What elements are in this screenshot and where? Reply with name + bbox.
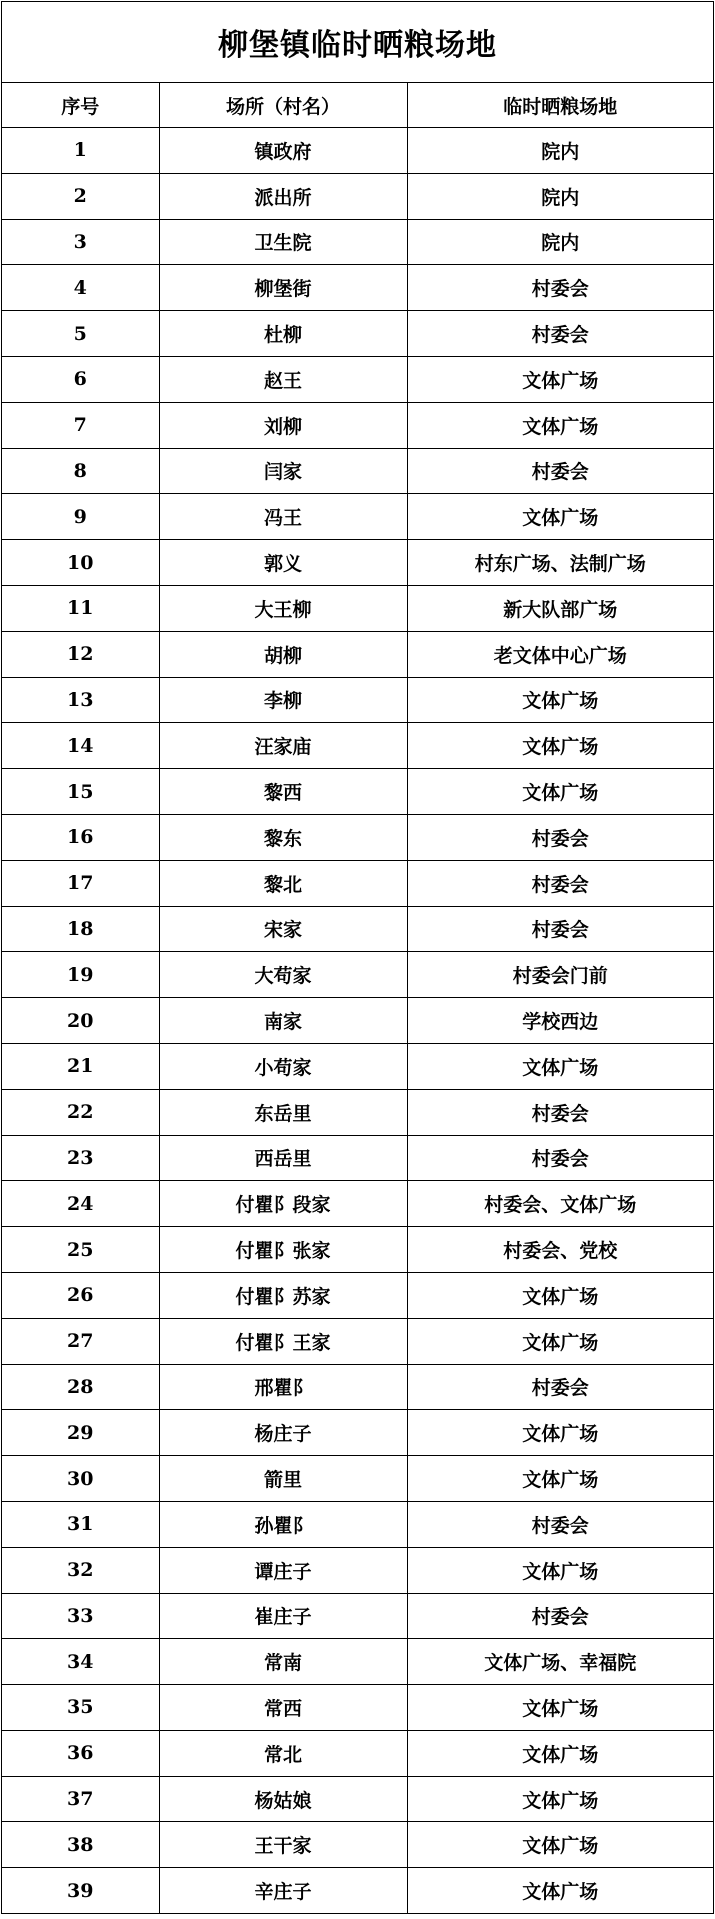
row-place-cell: 卫生院	[159, 219, 407, 265]
row-place-cell: 柳堡街	[159, 265, 407, 311]
row-place-cell: 常西	[159, 1685, 407, 1731]
sites-table	[2, 83, 713, 1913]
row-site-cell: 村委会	[407, 1501, 713, 1547]
row-place-cell: 崔庄子	[159, 1593, 407, 1639]
row-index-cell: 25	[2, 1227, 159, 1273]
row-site-cell: 文体广场、幸福院	[407, 1639, 713, 1685]
row-index-cell: 12	[2, 631, 159, 677]
row-index-cell: 30	[2, 1456, 159, 1502]
header-index: 序号	[2, 83, 159, 128]
table-row	[2, 1227, 713, 1273]
row-site-cell: 文体广场	[407, 402, 713, 448]
row-site-cell: 文体广场	[407, 356, 713, 402]
table-row	[2, 540, 713, 586]
page-title: 柳堡镇临时晒粮场地	[2, 2, 713, 83]
table-row	[2, 1456, 713, 1502]
row-site-cell: 院内	[407, 128, 713, 174]
row-site-cell: 村委会	[407, 906, 713, 952]
row-site-cell: 文体广场	[407, 1318, 713, 1364]
table-row	[2, 448, 713, 494]
row-place-cell: 付瞿阝段家	[159, 1181, 407, 1227]
row-site-cell: 院内	[407, 219, 713, 265]
row-index-cell: 16	[2, 814, 159, 860]
row-site-cell: 村委会	[407, 265, 713, 311]
row-index-cell: 27	[2, 1318, 159, 1364]
row-index-cell: 7	[2, 402, 159, 448]
row-site-cell: 村委会、文体广场	[407, 1181, 713, 1227]
table-row	[2, 723, 713, 769]
row-place-cell: 西岳里	[159, 1135, 407, 1181]
row-index-cell: 15	[2, 769, 159, 815]
table-row	[2, 1685, 713, 1731]
row-place-cell: 李柳	[159, 677, 407, 723]
table-row	[2, 677, 713, 723]
row-index-cell: 39	[2, 1868, 159, 1913]
row-index-cell: 22	[2, 1089, 159, 1135]
row-site-cell: 文体广场	[407, 1730, 713, 1776]
row-place-cell: 黎北	[159, 860, 407, 906]
table-row	[2, 1089, 713, 1135]
row-place-cell: 大苟家	[159, 952, 407, 998]
grain-drying-sites-table	[1, 1, 714, 1914]
row-site-cell: 村委会	[407, 448, 713, 494]
row-index-cell: 29	[2, 1410, 159, 1456]
table-row	[2, 769, 713, 815]
row-place-cell: 郭义	[159, 540, 407, 586]
row-place-cell: 常南	[159, 1639, 407, 1685]
table-row	[2, 1776, 713, 1822]
row-place-cell: 东岳里	[159, 1089, 407, 1135]
row-index-cell: 6	[2, 356, 159, 402]
table-row	[2, 311, 713, 357]
table-row	[2, 860, 713, 906]
row-index-cell: 21	[2, 1043, 159, 1089]
row-site-cell: 村委会	[407, 860, 713, 906]
row-place-cell: 闫家	[159, 448, 407, 494]
table-row	[2, 128, 713, 174]
row-index-cell: 32	[2, 1547, 159, 1593]
table-row	[2, 1501, 713, 1547]
row-place-cell: 小苟家	[159, 1043, 407, 1089]
row-site-cell: 文体广场	[407, 1822, 713, 1868]
row-index-cell: 9	[2, 494, 159, 540]
row-index-cell: 18	[2, 906, 159, 952]
row-site-cell: 文体广场	[407, 1456, 713, 1502]
row-index-cell: 35	[2, 1685, 159, 1731]
row-site-cell: 文体广场	[522, 1881, 599, 1904]
table-row	[2, 631, 713, 677]
table-row	[2, 1043, 713, 1089]
table-row	[2, 1135, 713, 1181]
row-place-cell: 杨姑娘	[159, 1776, 407, 1822]
row-index-cell: 14	[2, 723, 159, 769]
row-site-cell: 文体广场	[407, 1776, 713, 1822]
row-place-cell: 谭庄子	[159, 1547, 407, 1593]
table-row	[2, 356, 713, 402]
row-index-cell: 4	[2, 265, 159, 311]
table-body	[2, 128, 713, 1914]
row-site-cell: 村委会、党校	[407, 1227, 713, 1273]
table-row	[2, 402, 713, 448]
row-place-cell: 派出所	[159, 173, 407, 219]
table-row	[2, 1547, 713, 1593]
table-row	[2, 494, 713, 540]
row-index-cell: 37	[2, 1776, 159, 1822]
table-row	[2, 814, 713, 860]
row-index-cell: 31	[2, 1501, 159, 1547]
row-index-cell: 23	[2, 1135, 159, 1181]
table-row	[2, 1822, 713, 1868]
row-site-cell: 村委会	[407, 1364, 713, 1410]
table-row	[2, 585, 713, 631]
table-row	[2, 998, 713, 1044]
row-site-cell: 村委会	[407, 311, 713, 357]
row-place-cell: 刘柳	[159, 402, 407, 448]
table-row	[2, 1318, 713, 1364]
row-index-cell: 24	[2, 1181, 159, 1227]
row-place-cell: 南家	[159, 998, 407, 1044]
row-index-cell: 20	[2, 998, 159, 1044]
table-row	[2, 1410, 713, 1456]
row-site-cell: 村委会	[407, 1089, 713, 1135]
row-index-cell: 26	[2, 1272, 159, 1318]
row-site-cell: 文体广场	[407, 1272, 713, 1318]
table-row	[2, 1639, 713, 1685]
row-site-cell: 老文体中心广场	[407, 631, 713, 677]
row-index-cell: 17	[2, 860, 159, 906]
row-index-cell: 36	[2, 1730, 159, 1776]
row-place-cell: 箭里	[159, 1456, 407, 1502]
table-row	[2, 219, 713, 265]
row-place-cell: 大王柳	[159, 585, 407, 631]
row-index-cell: 33	[2, 1593, 159, 1639]
row-site-cell: 村委会	[407, 814, 713, 860]
row-site-cell: 村委会	[407, 1135, 713, 1181]
row-index-cell: 5	[2, 311, 159, 357]
row-place-cell: 辛庄子	[159, 1868, 407, 1913]
row-index-cell: 10	[2, 540, 159, 586]
row-place-cell: 胡柳	[159, 631, 407, 677]
row-place-cell: 赵王	[159, 356, 407, 402]
row-index-cell: 28	[2, 1364, 159, 1410]
row-site-cell: 文体广场	[407, 723, 713, 769]
row-place-cell: 孙瞿阝	[159, 1501, 407, 1547]
row-index-cell: 19	[2, 952, 159, 998]
row-site-cell: 文体广场	[407, 677, 713, 723]
row-site-cell: 村委会	[407, 1593, 713, 1639]
row-place-cell: 付瞿阝王家	[159, 1318, 407, 1364]
header-site: 临时晒粮场地	[407, 83, 713, 128]
row-index-cell: 3	[2, 219, 159, 265]
row-place-cell: 常北	[159, 1730, 407, 1776]
table-row	[2, 173, 713, 219]
table-row	[2, 1593, 713, 1639]
row-place-cell: 杜柳	[159, 311, 407, 357]
row-site-cell: 村委会门前	[407, 952, 713, 998]
row-site-cell: 文体广场	[407, 1410, 713, 1456]
row-place-cell: 宋家	[159, 906, 407, 952]
row-index-cell: 13	[2, 677, 159, 723]
table-row	[2, 1364, 713, 1410]
row-place-cell: 邢瞿阝	[159, 1364, 407, 1410]
row-index-cell: 2	[2, 173, 159, 219]
row-index-cell: 11	[2, 585, 159, 631]
row-place-cell: 汪家庙	[159, 723, 407, 769]
row-index-cell: 8	[2, 448, 159, 494]
row-site-cell: 村东广场、法制广场	[407, 540, 713, 586]
table-row	[2, 1730, 713, 1776]
row-index-cell: 38	[2, 1822, 159, 1868]
row-index-cell: 34	[2, 1639, 159, 1685]
table-row	[2, 265, 713, 311]
table-row	[2, 1181, 713, 1227]
table-row	[2, 952, 713, 998]
row-place-cell: 黎东	[159, 814, 407, 860]
row-place-cell: 付瞿阝苏家	[159, 1272, 407, 1318]
table-header-row	[2, 83, 713, 128]
table-row	[2, 906, 713, 952]
row-site-cell: 文体广场	[407, 494, 713, 540]
row-site-cell: 文体广场	[407, 769, 713, 815]
row-place-cell: 黎西	[159, 769, 407, 815]
row-place-cell: 杨庄子	[159, 1410, 407, 1456]
row-site-cell: 文体广场	[407, 1685, 713, 1731]
header-place: 场所（村名）	[159, 83, 407, 128]
row-site-cell: 学校西边	[407, 998, 713, 1044]
row-site-cell: 文体广场	[407, 1547, 713, 1593]
row-place-cell: 镇政府	[159, 128, 407, 174]
row-place-cell: 王干家	[159, 1822, 407, 1868]
row-place-cell: 付瞿阝张家	[159, 1227, 407, 1273]
row-site-cell: 新大队部广场	[407, 585, 713, 631]
row-place-cell: 冯王	[159, 494, 407, 540]
row-site-cell: 文体广场	[407, 1043, 713, 1089]
table-row	[2, 1868, 713, 1913]
row-index-cell: 1	[2, 128, 159, 174]
row-site-cell: 院内	[407, 173, 713, 219]
table-row	[2, 1272, 713, 1318]
